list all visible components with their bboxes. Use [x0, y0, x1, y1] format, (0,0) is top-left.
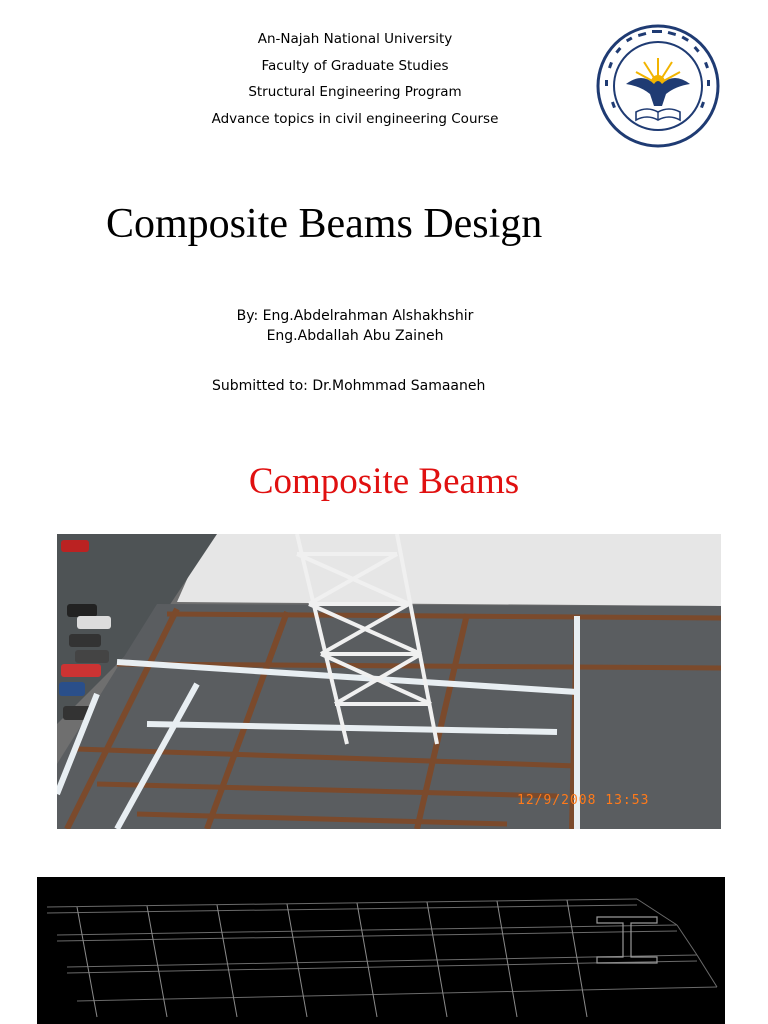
- construction-photo: [57, 534, 721, 829]
- faculty-name: Faculty of Graduate Studies: [261, 57, 449, 74]
- section-title: Composite Beams: [248, 461, 520, 502]
- authors-block: [195, 306, 515, 346]
- header-block: [150, 26, 560, 132]
- university-seal-icon: [596, 24, 720, 148]
- beam-drawing: [37, 877, 725, 1024]
- page-title: Composite Beams Design: [106, 201, 543, 247]
- submitted-to: Submitted to: Dr.Mohmmad Samaaneh: [212, 378, 486, 394]
- program-name: Structural Engineering Program: [248, 84, 462, 100]
- author-1: By: Eng.Abdelrahman Alshakhshir: [236, 308, 474, 324]
- author-2: Eng.Abdallah Abu Zaineh: [266, 328, 444, 344]
- university-name: An-Najah National University: [257, 31, 453, 47]
- photo-date-stamp: 12/9/2008 13:53: [517, 793, 650, 808]
- course-name: Advance topics in civil engineering Course: [211, 110, 499, 127]
